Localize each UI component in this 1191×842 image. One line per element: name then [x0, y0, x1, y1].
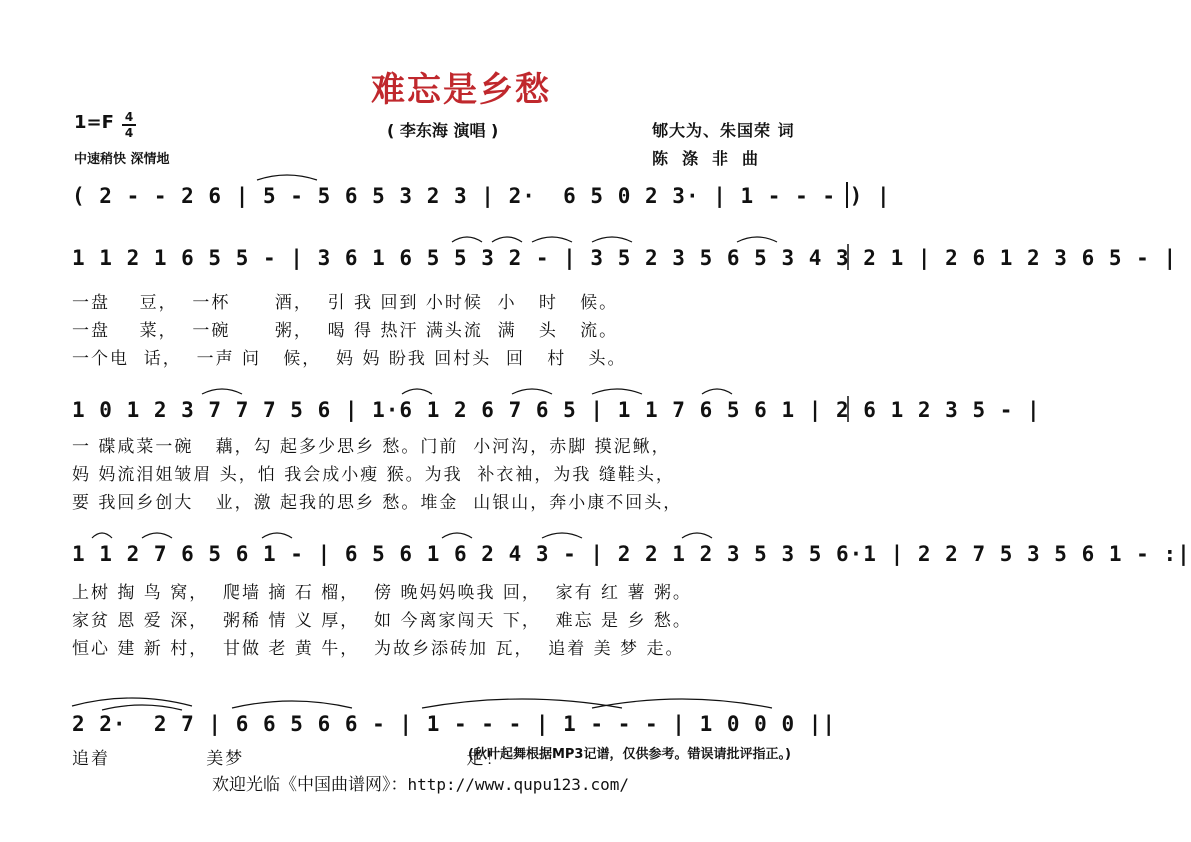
slur-mark	[232, 701, 352, 708]
lyric-verse-2-line-3: 家贫 恩 爱 深， 粥稀 情 义 厚， 如 今离家闯天 下， 难忘 是 乡 愁。	[72, 611, 692, 631]
staff-notes: 1 0 1 2 3 7 7 7 5 6 | 1·6 1 2 6 7 6 5 | 1 1 7 6 5 6 1 | 2 6 1 2 3 5 - |	[72, 398, 1041, 422]
tempo-marking: 中速稍快 深情地	[74, 152, 170, 167]
footer-url[interactable]: http://www.qupu123.com/	[407, 775, 630, 794]
meter-top: 4	[124, 110, 134, 124]
slur-mark	[442, 533, 472, 538]
lyric-verse-1-line-2: 一 碟咸菜一碗 藕，勾 起多少思乡 愁。门前 小河沟，赤脚 摸泥鳅，	[72, 437, 671, 457]
transcription-note: (秋叶起舞根据MP3记谱，仅供参考。错误请批评指正。)	[468, 747, 791, 762]
lyricist-credit: 郇大为、朱国荣 词	[652, 121, 795, 140]
slur-mark	[737, 237, 777, 242]
slur-mark	[142, 533, 172, 538]
staff-line-3	[72, 386, 1041, 426]
staff-notes: 1 1 2 1 6 5 5 - | 3 6 1 6 5 5 3 2 - | 3 5 2 3 5 6 5 3 4 3 2 1 | 2 6 1 2 3 6 5 - |	[72, 246, 1178, 270]
staff-notes: 2 2· 2 7 | 6 6 5 6 6 - | 1 - - - | 1 - - - | 1 0 0 0 ||	[72, 712, 837, 736]
lyric-verse-3-line-2: 要 我回乡创大 业，激 起我的思乡 愁。堆金 山银山，奔小康不回头，	[72, 493, 683, 513]
composer-credit: 陈涤非曲	[652, 149, 773, 168]
key-signature: 1=F	[74, 112, 114, 133]
slur-mark	[702, 389, 732, 394]
slur-mark	[452, 237, 482, 242]
staff-line-4	[72, 530, 1191, 570]
slur-mark	[532, 237, 572, 242]
lyric-ending: 追着 美梦 走！	[72, 749, 505, 769]
slur-mark	[202, 389, 242, 394]
slur-mark	[257, 175, 317, 180]
tie-mark	[422, 699, 622, 708]
slur-mark	[402, 389, 432, 394]
staff-notes: 1 1 2 7 6 5 6 1 - | 6 5 6 1 6 2 4 3 - | 2 2 1 2 3 5 3 5 6·1 | 2 2 7 5 3 5 6 1 - :|	[72, 542, 1191, 566]
site-footer	[212, 770, 629, 795]
slur-mark	[512, 389, 552, 394]
lyric-verse-1-line-1: 一盘 豆， 一杯 酒， 引 我 回到 小时候 小 时 候。	[72, 293, 619, 313]
lyric-verse-2-line-2: 妈 妈流泪姐皱眉 头，怕 我会成小瘦 猴。为我 补衣袖，为我 缝鞋头，	[72, 465, 675, 485]
slur-mark	[592, 237, 632, 242]
staff-line-2	[72, 234, 1178, 274]
staff-line-5	[72, 700, 852, 740]
slur-mark	[262, 533, 292, 538]
song-title: 难忘是乡愁	[371, 70, 551, 110]
tie-mark	[592, 699, 772, 708]
slur-mark	[102, 705, 182, 710]
slur-mark	[682, 533, 712, 538]
meter-bottom: 4	[124, 125, 134, 140]
staff-line-1	[72, 172, 891, 212]
lyric-verse-3-line-3: 恒心 建 新 村， 甘做 老 黄 牛， 为故乡添砖加 瓦， 追着 美 梦 走。	[72, 639, 685, 659]
lyric-verse-3-line-1: 一个电 话， 一声 问 候， 妈 妈 盼我 回村头 回 村 头。	[72, 349, 627, 369]
slur-mark	[492, 237, 522, 242]
singer-credit: ( 李东海 演唱 )	[387, 121, 499, 140]
lyric-verse-2-line-1: 一盘 菜， 一碗 粥， 喝 得 热汗 满头流 满 头 流。	[72, 321, 619, 341]
lyric-verse-1-line-3: 上树 掏 鸟 窝， 爬墙 摘 石 榴， 傍 晚妈妈唤我 回， 家有 红 薯 粥。	[72, 583, 692, 603]
footer-welcome: 欢迎光临《中国曲谱网》：	[212, 775, 408, 795]
slur-mark	[92, 533, 112, 538]
time-signature	[122, 111, 136, 139]
slur-mark	[542, 533, 582, 538]
staff-notes: ( 2 - - 2 6 | 5 - 5 6 5 3 2 3 | 2· 6 5 0 2 3· | 1 - - - ) |	[72, 184, 891, 208]
slur-mark	[592, 389, 642, 394]
